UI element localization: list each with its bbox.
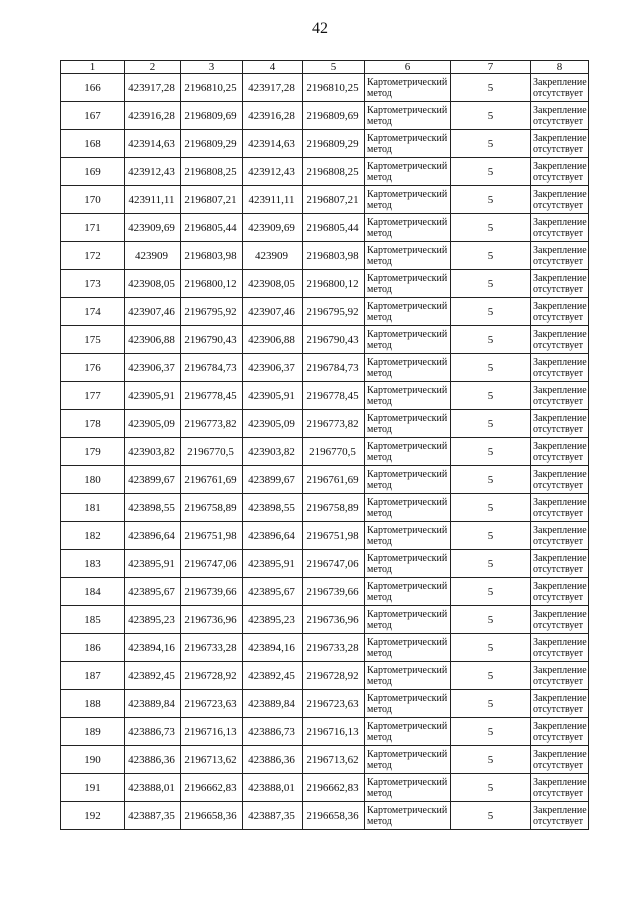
method-cell: Картометрический метод (365, 270, 451, 298)
method-cell: Картометрический метод (365, 802, 451, 830)
fixation-cell: Закрепление отсутствует (531, 214, 589, 242)
y-cell: 2196758,89 (181, 494, 243, 522)
point-number-cell: 181 (61, 494, 125, 522)
table-row (61, 298, 589, 326)
x-cell: 423905,09 (243, 410, 303, 438)
table-row (61, 494, 589, 522)
y-cell: 2196800,12 (181, 270, 243, 298)
x-cell: 423895,91 (243, 550, 303, 578)
point-number-cell: 180 (61, 466, 125, 494)
y-cell: 2196723,63 (181, 690, 243, 718)
table-header (61, 61, 589, 74)
fixation-cell: Закрепление отсутствует (531, 242, 589, 270)
accuracy-cell: 5 (451, 606, 531, 634)
column-header: 5 (303, 61, 365, 74)
y-cell: 2196662,83 (181, 774, 243, 802)
y-cell: 2196773,82 (303, 410, 365, 438)
table-row (61, 774, 589, 802)
x-cell: 423888,01 (243, 774, 303, 802)
point-number-cell: 192 (61, 802, 125, 830)
y-cell: 2196807,21 (181, 186, 243, 214)
x-cell: 423889,84 (243, 690, 303, 718)
y-cell: 2196810,25 (181, 74, 243, 102)
y-cell: 2196805,44 (181, 214, 243, 242)
method-cell: Картометрический метод (365, 578, 451, 606)
y-cell: 2196808,25 (303, 158, 365, 186)
method-cell: Картометрический метод (365, 102, 451, 130)
page-number: 42 (312, 20, 328, 37)
y-cell: 2196761,69 (303, 466, 365, 494)
x-cell: 423909,69 (125, 214, 181, 242)
column-header: 7 (451, 61, 531, 74)
table-row (61, 242, 589, 270)
point-number-cell: 174 (61, 298, 125, 326)
accuracy-cell: 5 (451, 802, 531, 830)
fixation-cell: Закрепление отсутствует (531, 438, 589, 466)
y-cell: 2196658,36 (181, 802, 243, 830)
accuracy-cell: 5 (451, 102, 531, 130)
accuracy-cell: 5 (451, 578, 531, 606)
x-cell: 423899,67 (125, 466, 181, 494)
column-header: 2 (125, 61, 181, 74)
method-cell: Картометрический метод (365, 634, 451, 662)
method-cell: Картометрический метод (365, 74, 451, 102)
fixation-cell: Закрепление отсутствует (531, 410, 589, 438)
table-body (61, 74, 589, 830)
y-cell: 2196805,44 (303, 214, 365, 242)
table-row (61, 354, 589, 382)
method-cell: Картометрический метод (365, 354, 451, 382)
accuracy-cell: 5 (451, 550, 531, 578)
y-cell: 2196736,96 (181, 606, 243, 634)
accuracy-cell: 5 (451, 354, 531, 382)
y-cell: 2196662,83 (303, 774, 365, 802)
point-number-cell: 178 (61, 410, 125, 438)
accuracy-cell: 5 (451, 326, 531, 354)
header-row (61, 61, 589, 74)
x-cell: 423908,05 (125, 270, 181, 298)
table-row (61, 438, 589, 466)
y-cell: 2196810,25 (303, 74, 365, 102)
point-number-cell: 167 (61, 102, 125, 130)
method-cell: Картометрический метод (365, 606, 451, 634)
x-cell: 423909 (243, 242, 303, 270)
table-row (61, 522, 589, 550)
method-cell: Картометрический метод (365, 186, 451, 214)
x-cell: 423896,64 (243, 522, 303, 550)
method-cell: Картометрический метод (365, 130, 451, 158)
accuracy-cell: 5 (451, 298, 531, 326)
fixation-cell: Закрепление отсутствует (531, 802, 589, 830)
method-cell: Картометрический метод (365, 438, 451, 466)
table-row (61, 214, 589, 242)
x-cell: 423892,45 (125, 662, 181, 690)
x-cell: 423895,23 (125, 606, 181, 634)
x-cell: 423916,28 (125, 102, 181, 130)
table-row (61, 186, 589, 214)
x-cell: 423898,55 (243, 494, 303, 522)
point-number-cell: 184 (61, 578, 125, 606)
table-row (61, 270, 589, 298)
x-cell: 423886,73 (243, 718, 303, 746)
x-cell: 423888,01 (125, 774, 181, 802)
method-cell: Картометрический метод (365, 242, 451, 270)
y-cell: 2196728,92 (303, 662, 365, 690)
table-row (61, 690, 589, 718)
x-cell: 423909 (125, 242, 181, 270)
x-cell: 423894,16 (243, 634, 303, 662)
y-cell: 2196716,13 (181, 718, 243, 746)
point-number-cell: 188 (61, 690, 125, 718)
method-cell: Картометрический метод (365, 522, 451, 550)
fixation-cell: Закрепление отсутствует (531, 690, 589, 718)
table-row (61, 102, 589, 130)
table-row (61, 746, 589, 774)
method-cell: Картометрический метод (365, 550, 451, 578)
accuracy-cell: 5 (451, 74, 531, 102)
method-cell: Картометрический метод (365, 326, 451, 354)
column-header: 3 (181, 61, 243, 74)
accuracy-cell: 5 (451, 522, 531, 550)
method-cell: Картометрический метод (365, 382, 451, 410)
accuracy-cell: 5 (451, 214, 531, 242)
fixation-cell: Закрепление отсутствует (531, 130, 589, 158)
fixation-cell: Закрепление отсутствует (531, 718, 589, 746)
fixation-cell: Закрепление отсутствует (531, 634, 589, 662)
coordinates-table (60, 60, 589, 830)
table-row (61, 606, 589, 634)
column-header: 8 (531, 61, 589, 74)
table-row (61, 74, 589, 102)
point-number-cell: 191 (61, 774, 125, 802)
x-cell: 423905,91 (125, 382, 181, 410)
x-cell: 423903,82 (243, 438, 303, 466)
x-cell: 423917,28 (125, 74, 181, 102)
x-cell: 423887,35 (125, 802, 181, 830)
y-cell: 2196809,69 (303, 102, 365, 130)
fixation-cell: Закрепление отсутствует (531, 74, 589, 102)
point-number-cell: 177 (61, 382, 125, 410)
fixation-cell: Закрепление отсутствует (531, 158, 589, 186)
table-row (61, 802, 589, 830)
x-cell: 423886,73 (125, 718, 181, 746)
accuracy-cell: 5 (451, 662, 531, 690)
y-cell: 2196803,98 (303, 242, 365, 270)
y-cell: 2196751,98 (303, 522, 365, 550)
fixation-cell: Закрепление отсутствует (531, 606, 589, 634)
fixation-cell: Закрепление отсутствует (531, 326, 589, 354)
x-cell: 423912,43 (125, 158, 181, 186)
y-cell: 2196658,36 (303, 802, 365, 830)
accuracy-cell: 5 (451, 438, 531, 466)
fixation-cell: Закрепление отсутствует (531, 746, 589, 774)
y-cell: 2196716,13 (303, 718, 365, 746)
accuracy-cell: 5 (451, 382, 531, 410)
fixation-cell: Закрепление отсутствует (531, 270, 589, 298)
accuracy-cell: 5 (451, 130, 531, 158)
x-cell: 423916,28 (243, 102, 303, 130)
point-number-cell: 175 (61, 326, 125, 354)
accuracy-cell: 5 (451, 410, 531, 438)
x-cell: 423887,35 (243, 802, 303, 830)
point-number-cell: 190 (61, 746, 125, 774)
x-cell: 423896,64 (125, 522, 181, 550)
y-cell: 2196739,66 (181, 578, 243, 606)
method-cell: Картометрический метод (365, 690, 451, 718)
y-cell: 2196728,92 (181, 662, 243, 690)
table-row (61, 158, 589, 186)
y-cell: 2196784,73 (303, 354, 365, 382)
method-cell: Картометрический метод (365, 466, 451, 494)
y-cell: 2196790,43 (303, 326, 365, 354)
y-cell: 2196784,73 (181, 354, 243, 382)
x-cell: 423907,46 (243, 298, 303, 326)
point-number-cell: 166 (61, 74, 125, 102)
x-cell: 423914,63 (125, 130, 181, 158)
table-row (61, 466, 589, 494)
point-number-cell: 183 (61, 550, 125, 578)
x-cell: 423886,36 (125, 746, 181, 774)
point-number-cell: 182 (61, 522, 125, 550)
y-cell: 2196773,82 (181, 410, 243, 438)
x-cell: 423886,36 (243, 746, 303, 774)
x-cell: 423895,67 (243, 578, 303, 606)
y-cell: 2196733,28 (303, 634, 365, 662)
accuracy-cell: 5 (451, 774, 531, 802)
x-cell: 423906,88 (125, 326, 181, 354)
x-cell: 423899,67 (243, 466, 303, 494)
point-number-cell: 187 (61, 662, 125, 690)
x-cell: 423892,45 (243, 662, 303, 690)
fixation-cell: Закрепление отсутствует (531, 466, 589, 494)
x-cell: 423906,88 (243, 326, 303, 354)
y-cell: 2196809,29 (181, 130, 243, 158)
method-cell: Картометрический метод (365, 494, 451, 522)
y-cell: 2196733,28 (181, 634, 243, 662)
fixation-cell: Закрепление отсутствует (531, 102, 589, 130)
table-row (61, 662, 589, 690)
point-number-cell: 170 (61, 186, 125, 214)
point-number-cell: 169 (61, 158, 125, 186)
method-cell: Картометрический метод (365, 746, 451, 774)
y-cell: 2196795,92 (303, 298, 365, 326)
column-header: 1 (61, 61, 125, 74)
fixation-cell: Закрепление отсутствует (531, 382, 589, 410)
x-cell: 423911,11 (125, 186, 181, 214)
table-row (61, 578, 589, 606)
point-number-cell: 189 (61, 718, 125, 746)
fixation-cell: Закрепление отсутствует (531, 298, 589, 326)
fixation-cell: Закрепление отсутствует (531, 662, 589, 690)
accuracy-cell: 5 (451, 242, 531, 270)
accuracy-cell: 5 (451, 158, 531, 186)
point-number-cell: 179 (61, 438, 125, 466)
y-cell: 2196770,5 (303, 438, 365, 466)
y-cell: 2196803,98 (181, 242, 243, 270)
column-header: 6 (365, 61, 451, 74)
y-cell: 2196809,29 (303, 130, 365, 158)
x-cell: 423906,37 (125, 354, 181, 382)
table-row (61, 130, 589, 158)
x-cell: 423917,28 (243, 74, 303, 102)
table-row (61, 382, 589, 410)
x-cell: 423907,46 (125, 298, 181, 326)
table-row (61, 550, 589, 578)
x-cell: 423909,69 (243, 214, 303, 242)
accuracy-cell: 5 (451, 466, 531, 494)
fixation-cell: Закрепление отсутствует (531, 186, 589, 214)
point-number-cell: 185 (61, 606, 125, 634)
accuracy-cell: 5 (451, 746, 531, 774)
y-cell: 2196809,69 (181, 102, 243, 130)
point-number-cell: 168 (61, 130, 125, 158)
y-cell: 2196751,98 (181, 522, 243, 550)
y-cell: 2196807,21 (303, 186, 365, 214)
fixation-cell: Закрепление отсутствует (531, 522, 589, 550)
table-row (61, 634, 589, 662)
x-cell: 423903,82 (125, 438, 181, 466)
y-cell: 2196808,25 (181, 158, 243, 186)
y-cell: 2196795,92 (181, 298, 243, 326)
y-cell: 2196778,45 (181, 382, 243, 410)
x-cell: 423889,84 (125, 690, 181, 718)
point-number-cell: 172 (61, 242, 125, 270)
y-cell: 2196713,62 (303, 746, 365, 774)
y-cell: 2196747,06 (181, 550, 243, 578)
x-cell: 423912,43 (243, 158, 303, 186)
y-cell: 2196713,62 (181, 746, 243, 774)
x-cell: 423895,91 (125, 550, 181, 578)
table-row (61, 410, 589, 438)
method-cell: Картометрический метод (365, 214, 451, 242)
y-cell: 2196761,69 (181, 466, 243, 494)
accuracy-cell: 5 (451, 270, 531, 298)
accuracy-cell: 5 (451, 690, 531, 718)
method-cell: Картометрический метод (365, 158, 451, 186)
point-number-cell: 173 (61, 270, 125, 298)
point-number-cell: 176 (61, 354, 125, 382)
fixation-cell: Закрепление отсутствует (531, 578, 589, 606)
x-cell: 423895,23 (243, 606, 303, 634)
accuracy-cell: 5 (451, 494, 531, 522)
x-cell: 423905,91 (243, 382, 303, 410)
y-cell: 2196770,5 (181, 438, 243, 466)
y-cell: 2196736,96 (303, 606, 365, 634)
accuracy-cell: 5 (451, 634, 531, 662)
fixation-cell: Закрепление отсутствует (531, 774, 589, 802)
y-cell: 2196739,66 (303, 578, 365, 606)
method-cell: Картометрический метод (365, 774, 451, 802)
method-cell: Картометрический метод (365, 410, 451, 438)
fixation-cell: Закрепление отсутствует (531, 550, 589, 578)
fixation-cell: Закрепление отсутствует (531, 354, 589, 382)
y-cell: 2196747,06 (303, 550, 365, 578)
y-cell: 2196790,43 (181, 326, 243, 354)
y-cell: 2196800,12 (303, 270, 365, 298)
x-cell: 423911,11 (243, 186, 303, 214)
table-row (61, 326, 589, 354)
table-row (61, 718, 589, 746)
y-cell: 2196778,45 (303, 382, 365, 410)
x-cell: 423905,09 (125, 410, 181, 438)
accuracy-cell: 5 (451, 718, 531, 746)
method-cell: Картометрический метод (365, 298, 451, 326)
x-cell: 423894,16 (125, 634, 181, 662)
method-cell: Картометрический метод (365, 718, 451, 746)
x-cell: 423908,05 (243, 270, 303, 298)
column-header: 4 (243, 61, 303, 74)
accuracy-cell: 5 (451, 186, 531, 214)
point-number-cell: 186 (61, 634, 125, 662)
x-cell: 423895,67 (125, 578, 181, 606)
method-cell: Картометрический метод (365, 662, 451, 690)
y-cell: 2196758,89 (303, 494, 365, 522)
y-cell: 2196723,63 (303, 690, 365, 718)
x-cell: 423906,37 (243, 354, 303, 382)
fixation-cell: Закрепление отсутствует (531, 494, 589, 522)
x-cell: 423898,55 (125, 494, 181, 522)
x-cell: 423914,63 (243, 130, 303, 158)
point-number-cell: 171 (61, 214, 125, 242)
